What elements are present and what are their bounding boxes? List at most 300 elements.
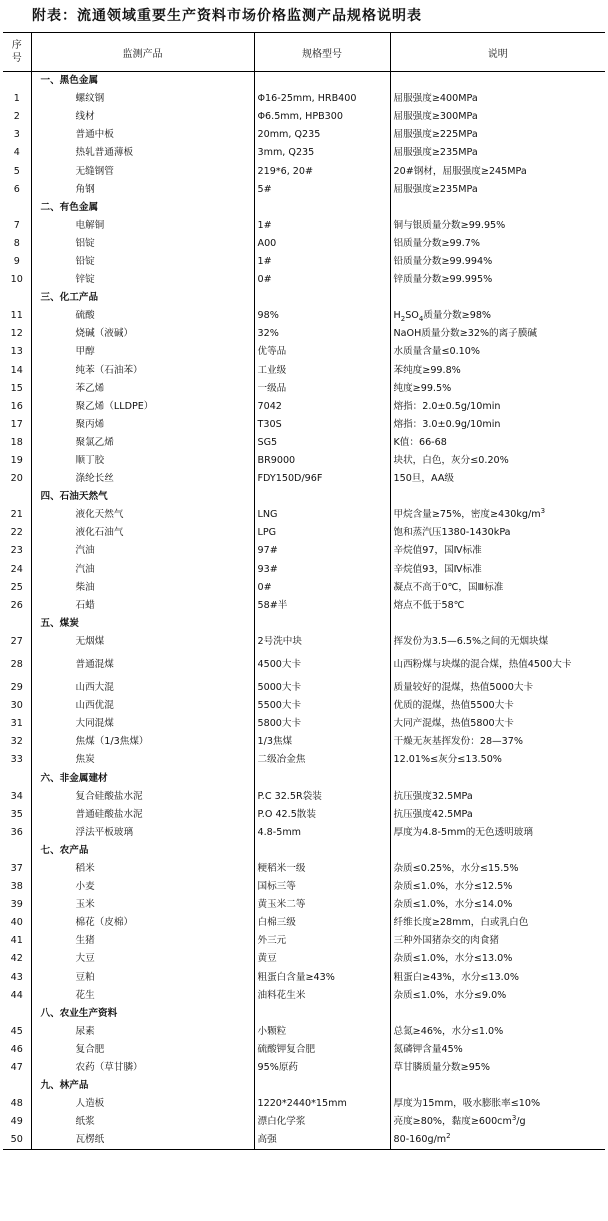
table-row — [3, 950, 605, 968]
category-label: 九、林产品 — [31, 1077, 254, 1095]
category-label: 五、煤炭 — [31, 615, 254, 633]
table-row — [3, 751, 605, 769]
header-seq: 序号 — [3, 33, 31, 72]
table-row — [3, 987, 605, 1005]
product-name: 焦煤（1/3焦煤） — [31, 733, 254, 751]
table-row — [3, 561, 605, 579]
row-number: 19 — [10, 455, 23, 467]
product-name: 石蜡 — [31, 597, 254, 615]
desc-cell: 凝点不高于0℃，国Ⅲ标准 — [390, 579, 605, 597]
row-number: 32 — [10, 736, 23, 748]
spec-cell: 5800大卡 — [254, 715, 390, 733]
spec-cell: 黄玉米二等 — [254, 896, 390, 914]
row-number: 20 — [10, 473, 23, 485]
desc-cell: 杂质≤1.0%，水分≤9.0% — [390, 987, 605, 1005]
table-row — [3, 235, 605, 253]
row-number: 36 — [10, 826, 23, 838]
product-name: 汽油 — [31, 542, 254, 560]
row-number: 16 — [10, 400, 23, 412]
spec-cell: 5# — [254, 181, 390, 199]
product-name: 锌锭 — [31, 271, 254, 289]
desc-cell: 铅质量分数≥99.994% — [390, 253, 605, 271]
table-row — [3, 380, 605, 398]
product-name: 普通混煤 — [31, 651, 254, 679]
product-name: 浮法平板玻璃 — [31, 824, 254, 842]
spec-cell: 93# — [254, 561, 390, 579]
spec-cell — [254, 842, 390, 860]
spec-cell: 5000大卡 — [254, 679, 390, 697]
desc-part: 质量分数≥98% — [423, 310, 492, 322]
row-number: 43 — [10, 971, 23, 983]
desc-cell: 纤维长度≥28mm，白或乳白色 — [390, 914, 605, 932]
desc-cell: 屈服强度≥225MPa — [390, 126, 605, 144]
category-label: 四、石油天然气 — [31, 488, 254, 506]
desc-part: 3 — [540, 507, 546, 516]
desc-cell: 抗压强度32.5MPa — [390, 788, 605, 806]
desc-cell — [390, 842, 605, 860]
desc-part: 2 — [446, 1132, 451, 1141]
category-row — [3, 289, 605, 307]
spec-cell: 1# — [254, 253, 390, 271]
row-number: 3 — [13, 129, 20, 141]
row-number: 34 — [10, 790, 23, 802]
desc-cell: 150旦，AA级 — [390, 470, 605, 488]
desc-cell: 氮磷钾含量45% — [390, 1041, 605, 1059]
product-name: 复合硅酸盐水泥 — [31, 788, 254, 806]
row-number: 22 — [10, 527, 23, 539]
row-number: 46 — [10, 1043, 23, 1055]
row-number — [3, 199, 31, 217]
table-row — [3, 181, 605, 199]
row-number: 10 — [10, 274, 23, 286]
desc-cell: 屈服强度≥235MPa — [390, 144, 605, 162]
product-name: 玉米 — [31, 896, 254, 914]
desc-cell: NaOH质量分数≥32%的离子膜碱 — [390, 325, 605, 343]
desc-cell — [390, 199, 605, 217]
spec-cell: P.C 32.5R袋装 — [254, 788, 390, 806]
spec-cell: 3mm, Q235 — [254, 144, 390, 162]
spec-cell: FDY150D/96F — [254, 470, 390, 488]
desc-part: H — [393, 310, 401, 322]
product-name: 甲醇 — [31, 343, 254, 361]
row-number: 30 — [10, 700, 23, 712]
table-row — [3, 1041, 605, 1059]
category-label: 二、有色金属 — [31, 199, 254, 217]
spec-cell: 58#半 — [254, 597, 390, 615]
row-number: 29 — [10, 682, 23, 694]
product-name: 纸浆 — [31, 1113, 254, 1131]
row-number: 41 — [10, 935, 23, 947]
product-name: 铅锭 — [31, 253, 254, 271]
desc-cell: 总氮≥46%，水分≤1.0% — [390, 1023, 605, 1041]
table-row — [3, 806, 605, 824]
product-name: 聚氯乙烯 — [31, 434, 254, 452]
row-number: 47 — [10, 1062, 23, 1074]
table-row — [3, 524, 605, 542]
row-number: 35 — [10, 808, 23, 820]
product-name: 汽油 — [31, 561, 254, 579]
desc-cell — [390, 72, 605, 91]
category-label: 八、农业生产资料 — [31, 1005, 254, 1023]
desc-cell — [390, 506, 605, 524]
table-row — [3, 307, 605, 325]
product-name: 液化石油气 — [31, 524, 254, 542]
row-number: 7 — [13, 219, 20, 231]
desc-cell: 挥发份为3.5—6.5%之间的无烟块煤 — [390, 633, 605, 651]
row-number: 44 — [10, 989, 23, 1001]
spec-cell: P.O 42.5散装 — [254, 806, 390, 824]
row-number: 21 — [10, 509, 23, 521]
table-row — [3, 896, 605, 914]
table-row — [3, 579, 605, 597]
category-row — [3, 842, 605, 860]
spec-cell — [254, 72, 390, 91]
row-number: 5 — [13, 165, 20, 177]
spec-cell: 7042 — [254, 398, 390, 416]
product-name: 线材 — [31, 108, 254, 126]
desc-cell: 20#钢材，屈服强度≥245MPa — [390, 162, 605, 180]
table-row — [3, 788, 605, 806]
row-number: 25 — [10, 581, 23, 593]
desc-cell: 杂质≤1.0%，水分≤12.5% — [390, 878, 605, 896]
spec-cell: LNG — [254, 506, 390, 524]
desc-cell: 屈服强度≥300MPa — [390, 108, 605, 126]
product-name: 硫酸 — [31, 307, 254, 325]
desc-cell: K值：66-68 — [390, 434, 605, 452]
product-name: 热轧普通薄板 — [31, 144, 254, 162]
product-name: 山西大混 — [31, 679, 254, 697]
row-number — [3, 289, 31, 307]
spec-cell: 工业级 — [254, 362, 390, 380]
desc-cell: 熔点不低于58℃ — [390, 597, 605, 615]
product-name: 角钢 — [31, 181, 254, 199]
category-label: 七、农产品 — [31, 842, 254, 860]
spec-cell — [254, 1077, 390, 1095]
spec-cell: 优等品 — [254, 343, 390, 361]
spec-cell: 98% — [254, 307, 390, 325]
table-row — [3, 715, 605, 733]
row-number: 13 — [10, 346, 23, 358]
desc-part: 80-160g/m — [393, 1134, 447, 1146]
spec-cell: 2号洗中块 — [254, 633, 390, 651]
table-row — [3, 733, 605, 751]
desc-cell: 辛烷值93，国Ⅳ标准 — [390, 561, 605, 579]
spec-cell — [254, 1005, 390, 1023]
spec-cell — [254, 199, 390, 217]
table-row — [3, 362, 605, 380]
desc-cell: 12.01%≤灰分≤13.50% — [390, 751, 605, 769]
desc-cell: 熔指：2.0±0.5g/10min — [390, 398, 605, 416]
table-row — [3, 343, 605, 361]
product-name: 山西优混 — [31, 697, 254, 715]
table-row — [3, 470, 605, 488]
product-name: 螺纹钢 — [31, 90, 254, 108]
desc-cell: 粗蛋白≥43%，水分≤13.0% — [390, 969, 605, 987]
table-row — [3, 416, 605, 434]
desc-cell: 水质量含量≤0.10% — [390, 343, 605, 361]
category-row — [3, 769, 605, 787]
table-row — [3, 162, 605, 180]
spec-cell — [254, 289, 390, 307]
product-name: 大同混煤 — [31, 715, 254, 733]
row-number: 6 — [13, 183, 20, 195]
desc-cell — [390, 488, 605, 506]
product-name: 复合肥 — [31, 1041, 254, 1059]
desc-cell: 厚度为15mm，吸水膨胀率≤10% — [390, 1095, 605, 1113]
spec-cell: 漂白化学浆 — [254, 1113, 390, 1131]
spec-cell: 5500大卡 — [254, 697, 390, 715]
table-row — [3, 932, 605, 950]
product-name: 聚丙烯 — [31, 416, 254, 434]
spec-cell — [254, 615, 390, 633]
table-row — [3, 824, 605, 842]
category-row — [3, 615, 605, 633]
row-number: 8 — [13, 237, 20, 249]
spec-cell — [254, 769, 390, 787]
desc-cell — [390, 1077, 605, 1095]
page-title: 附表：流通领域重要生产资料市场价格监测产品规格说明表 — [32, 8, 422, 24]
row-number — [3, 769, 31, 787]
spec-cell: 219*6, 20# — [254, 162, 390, 180]
desc-cell: 抗压强度42.5MPa — [390, 806, 605, 824]
product-name: 花生 — [31, 987, 254, 1005]
table-row — [3, 506, 605, 524]
spec-cell: 1# — [254, 217, 390, 235]
table-header-row — [3, 33, 605, 72]
table-row — [3, 1059, 605, 1077]
table-row — [3, 90, 605, 108]
desc-part: 2 — [400, 315, 406, 324]
row-number: 50 — [3, 1131, 31, 1150]
desc-cell: 纯度≥99.5% — [390, 380, 605, 398]
spec-cell: 黄豆 — [254, 950, 390, 968]
desc-cell — [390, 769, 605, 787]
row-number: 40 — [10, 917, 23, 929]
table-row — [3, 1131, 605, 1150]
row-number: 38 — [10, 881, 23, 893]
row-number: 9 — [13, 255, 20, 267]
desc-cell — [390, 615, 605, 633]
table-row — [3, 697, 605, 715]
header-spec: 规格型号 — [254, 33, 390, 72]
desc-cell: 杂质≤1.0%，水分≤14.0% — [390, 896, 605, 914]
row-number: 12 — [10, 328, 23, 340]
table-row — [3, 1113, 605, 1131]
desc-cell: 大同产混煤，热值5800大卡 — [390, 715, 605, 733]
table-row — [3, 144, 605, 162]
desc-part: 亮度≥80%，黏度≥600cm — [393, 1116, 512, 1128]
spec-cell: 0# — [254, 579, 390, 597]
desc-cell: 三种外国猪杂交的肉食猪 — [390, 932, 605, 950]
table-row — [3, 271, 605, 289]
desc-cell: 块状，白色，灰分≤0.20% — [390, 452, 605, 470]
desc-cell: 辛烷值97，国Ⅳ标准 — [390, 542, 605, 560]
spec-table — [3, 32, 605, 1150]
desc-cell: 屈服强度≥235MPa — [390, 181, 605, 199]
table-row — [3, 325, 605, 343]
desc-part: 3 — [511, 1114, 517, 1123]
spec-cell: 粳稻米一级 — [254, 860, 390, 878]
row-number: 23 — [10, 545, 23, 557]
product-name: 涤纶长丝 — [31, 470, 254, 488]
product-name: 棉花（皮棉） — [31, 914, 254, 932]
row-number — [3, 842, 31, 860]
row-number — [3, 1077, 31, 1095]
spec-cell: 97# — [254, 542, 390, 560]
header-desc: 说明 — [390, 33, 605, 72]
spec-cell: 一级品 — [254, 380, 390, 398]
desc-cell: 草甘膦质量分数≥95% — [390, 1059, 605, 1077]
row-number: 2 — [13, 111, 20, 123]
desc-cell: 饱和蒸汽压1380-1430kPa — [390, 524, 605, 542]
row-number: 18 — [10, 436, 23, 448]
product-name: 稻米 — [31, 860, 254, 878]
product-name: 无烟煤 — [31, 633, 254, 651]
category-row — [3, 1005, 605, 1023]
spec-cell: SG5 — [254, 434, 390, 452]
desc-cell: 杂质≤1.0%，水分≤13.0% — [390, 950, 605, 968]
spec-cell: 油料花生米 — [254, 987, 390, 1005]
desc-cell: 杂质≤0.25%，水分≤15.5% — [390, 860, 605, 878]
spec-cell: LPG — [254, 524, 390, 542]
row-number: 31 — [10, 718, 23, 730]
row-number: 24 — [10, 563, 23, 575]
product-name: 电解铜 — [31, 217, 254, 235]
product-name: 普通中板 — [31, 126, 254, 144]
row-number — [3, 488, 31, 506]
row-number: 27 — [10, 635, 23, 647]
row-number: 49 — [10, 1116, 23, 1128]
product-name: 大豆 — [31, 950, 254, 968]
spec-cell: BR9000 — [254, 452, 390, 470]
table-row — [3, 108, 605, 126]
desc-cell — [390, 289, 605, 307]
table-row — [3, 878, 605, 896]
product-name: 生猪 — [31, 932, 254, 950]
spec-cell: 国标三等 — [254, 878, 390, 896]
product-name: 烧碱（液碱） — [31, 325, 254, 343]
desc-part: 4 — [418, 315, 424, 324]
spec-cell: Φ16-25mm, HRB400 — [254, 90, 390, 108]
spec-cell: 1220*2440*15mm — [254, 1095, 390, 1113]
row-number — [3, 72, 31, 91]
row-number — [3, 615, 31, 633]
table-row — [3, 969, 605, 987]
desc-cell: 铜与银质量分数≥99.95% — [390, 217, 605, 235]
desc-cell: 铝质量分数≥99.7% — [390, 235, 605, 253]
desc-cell — [390, 1005, 605, 1023]
row-number: 28 — [10, 659, 23, 670]
desc-part: /g — [516, 1116, 526, 1128]
spec-cell — [254, 488, 390, 506]
spec-cell: 外三元 — [254, 932, 390, 950]
desc-cell: 山西粉煤与块煤的混合煤，热值4500大卡 — [390, 651, 605, 679]
row-number: 42 — [10, 953, 23, 965]
row-number: 14 — [10, 364, 23, 376]
spec-cell: 高强 — [254, 1131, 390, 1150]
desc-cell: 屈服强度≥400MPa — [390, 90, 605, 108]
table-row — [3, 434, 605, 452]
row-number: 45 — [10, 1025, 23, 1037]
spec-cell: A00 — [254, 235, 390, 253]
row-number: 15 — [10, 382, 23, 394]
row-number: 17 — [10, 418, 23, 430]
row-number: 39 — [10, 899, 23, 911]
row-number: 11 — [10, 310, 23, 322]
product-name: 无缝钢管 — [31, 162, 254, 180]
desc-cell: 苯纯度≥99.8% — [390, 362, 605, 380]
spec-cell: 95%原药 — [254, 1059, 390, 1077]
table-row — [3, 914, 605, 932]
product-name: 人造板 — [31, 1095, 254, 1113]
product-name: 聚乙烯（LLDPE） — [31, 398, 254, 416]
table-row — [3, 860, 605, 878]
row-number: 26 — [10, 599, 23, 611]
spec-cell: 二级冶金焦 — [254, 751, 390, 769]
product-name: 液化天然气 — [31, 506, 254, 524]
table-row — [3, 217, 605, 235]
desc-cell: 熔指：3.0±0.9g/10min — [390, 416, 605, 434]
product-name: 尿素 — [31, 1023, 254, 1041]
spec-cell: T30S — [254, 416, 390, 434]
product-name: 铝锭 — [31, 235, 254, 253]
spec-cell: 白棉三级 — [254, 914, 390, 932]
spec-cell: 1/3焦煤 — [254, 733, 390, 751]
product-name: 普通硅酸盐水泥 — [31, 806, 254, 824]
table-row — [3, 126, 605, 144]
desc-cell: 锌质量分数≥99.995% — [390, 271, 605, 289]
product-name: 农药（草甘膦） — [31, 1059, 254, 1077]
spec-cell: 0# — [254, 271, 390, 289]
row-number: 1 — [13, 93, 20, 105]
spec-cell: 20mm, Q235 — [254, 126, 390, 144]
table-row — [3, 633, 605, 651]
desc-cell: 优质的混煤，热值5500大卡 — [390, 697, 605, 715]
category-label: 三、化工产品 — [31, 289, 254, 307]
desc-part: 甲烷含量≥75%，密度≥430kg/m — [393, 509, 541, 521]
spec-cell: 硫酸钾复合肥 — [254, 1041, 390, 1059]
table-row — [3, 398, 605, 416]
table-row — [3, 542, 605, 560]
product-name: 纯苯（石油苯） — [31, 362, 254, 380]
spec-cell: Φ6.5mm, HPB300 — [254, 108, 390, 126]
product-name: 苯乙烯 — [31, 380, 254, 398]
table-row — [3, 452, 605, 470]
desc-part: SO — [405, 310, 419, 322]
row-number — [3, 1005, 31, 1023]
desc-cell: 厚度为4.8-5mm的无色透明玻璃 — [390, 824, 605, 842]
row-number: 37 — [10, 862, 23, 874]
table-row — [3, 679, 605, 697]
table-row — [3, 1095, 605, 1113]
desc-cell — [390, 1131, 605, 1150]
product-name: 柴油 — [31, 579, 254, 597]
desc-cell: 干燥无灰基挥发份：28—37% — [390, 733, 605, 751]
spec-cell: 4500大卡 — [254, 651, 390, 679]
row-number: 4 — [13, 147, 20, 159]
desc-cell — [390, 1113, 605, 1131]
header-product: 监测产品 — [31, 33, 254, 72]
desc-cell — [390, 307, 605, 325]
row-number: 48 — [10, 1098, 23, 1110]
desc-cell: 质量较好的混煤，热值5000大卡 — [390, 679, 605, 697]
table-row — [3, 1023, 605, 1041]
product-name: 小麦 — [31, 878, 254, 896]
spec-cell: 32% — [254, 325, 390, 343]
category-row — [3, 1077, 605, 1095]
product-name: 焦炭 — [31, 751, 254, 769]
table-row — [3, 253, 605, 271]
